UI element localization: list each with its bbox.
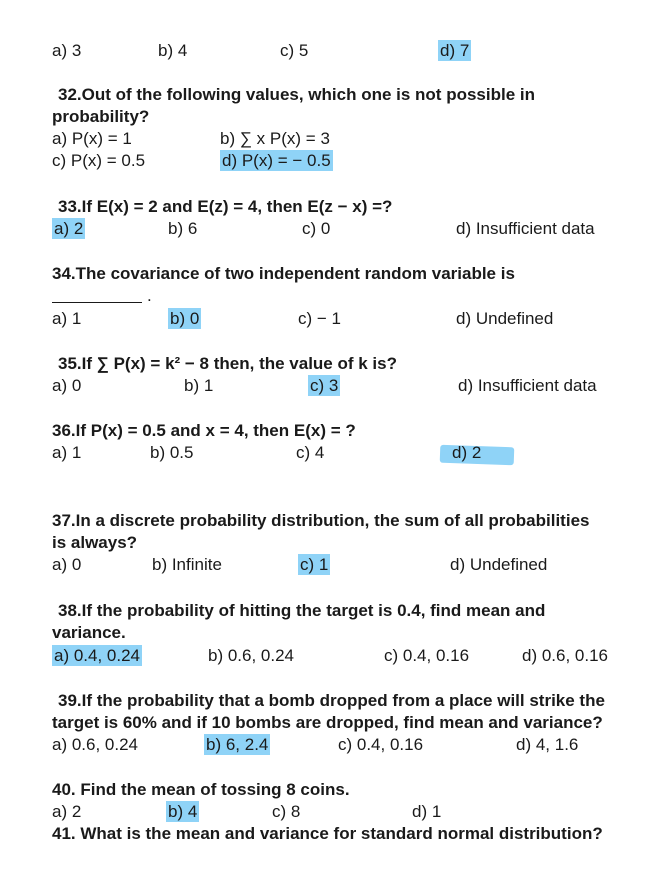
q37-option-c-highlighted: c) 1 xyxy=(300,555,329,574)
q35-option-d: d) Insufficient data xyxy=(458,376,597,395)
q39-question-line1: 39.If the probability that a bomb dropped from a place will strike the xyxy=(58,691,605,710)
q36-option-c: c) 4 xyxy=(296,443,325,462)
q32-option-c: c) P(x) = 0.5 xyxy=(52,151,146,170)
q40-option-c: c) 8 xyxy=(272,802,301,821)
q37-option-b: b) Infinite xyxy=(152,555,222,574)
q38-question-line2: variance. xyxy=(52,623,126,642)
q38-option-d: d) 0.6, 0.16 xyxy=(522,646,609,665)
q38-option-c: c) 0.4, 0.16 xyxy=(384,646,470,665)
q32-option-a: a) P(x) = 1 xyxy=(52,129,132,148)
q32-question-line2: probability? xyxy=(52,107,150,126)
q37-question-line1: 37.In a discrete probability distribution, the sum of all probabilities xyxy=(52,511,590,530)
q32-option-d-highlighted: d) P(x) = − 0.5 xyxy=(222,151,331,170)
q34-answer-blank xyxy=(52,302,142,303)
q40-option-d: d) 1 xyxy=(412,802,442,821)
q35-option-b: b) 1 xyxy=(184,376,214,395)
q33-option-d: d) Insufficient data xyxy=(456,219,595,238)
q33-option-b: b) 6 xyxy=(168,219,198,238)
q35-question: 35.If ∑ P(x) = k² − 8 then, the value of k is? xyxy=(58,354,397,373)
q40-question: 40. Find the mean of tossing 8 coins. xyxy=(52,780,350,799)
q32-question-line1: 32.Out of the following values, which one is not possible in xyxy=(58,85,535,104)
q31-option-a: a) 3 xyxy=(52,41,82,60)
q39-option-a: a) 0.6, 0.24 xyxy=(52,735,139,754)
q38-question-line1: 38.If the probability of hitting the target is 0.4, find mean and xyxy=(58,601,546,620)
q38-option-b: b) 0.6, 0.24 xyxy=(208,646,295,665)
q34-option-d: d) Undefined xyxy=(456,309,554,328)
q39-option-b-highlighted: b) 6, 2.4 xyxy=(206,735,269,754)
q37-option-a: a) 0 xyxy=(52,555,82,574)
q41-question: 41. What is the mean and variance for standard normal distribution? xyxy=(52,824,603,843)
q38-option-a-highlighted: a) 0.4, 0.24 xyxy=(54,646,141,665)
q36-option-b: b) 0.5 xyxy=(150,443,194,462)
q33-question: 33.If E(x) = 2 and E(z) = 4, then E(z − x) =? xyxy=(58,197,393,216)
q31-option-d-highlighted: d) 7 xyxy=(440,41,470,60)
q40-option-a: a) 2 xyxy=(52,802,82,821)
q35-option-a: a) 0 xyxy=(52,376,82,395)
q36-option-a: a) 1 xyxy=(52,443,82,462)
q33-option-c: c) 0 xyxy=(302,219,331,238)
q34-blank-period: . xyxy=(147,286,152,305)
q33-option-a-highlighted: a) 2 xyxy=(54,219,84,238)
q37-question-line2: is always? xyxy=(52,533,138,552)
q34-option-a: a) 1 xyxy=(52,309,82,328)
q31-option-c: c) 5 xyxy=(280,41,309,60)
q36-option-d-highlighted: d) 2 xyxy=(452,443,482,462)
q31-option-b: b) 4 xyxy=(158,41,188,60)
q37-option-d: d) Undefined xyxy=(450,555,548,574)
q39-option-c: c) 0.4, 0.16 xyxy=(338,735,424,754)
q39-question-line2: target is 60% and if 10 bombs are dropped, find mean and variance? xyxy=(52,713,603,732)
q35-option-c-highlighted: c) 3 xyxy=(310,376,339,395)
q34-option-b-highlighted: b) 0 xyxy=(170,309,200,328)
q40-option-b-highlighted: b) 4 xyxy=(168,802,198,821)
q32-option-b: b) ∑ x P(x) = 3 xyxy=(220,129,330,148)
q36-question: 36.If P(x) = 0.5 and x = 4, then E(x) = ? xyxy=(52,421,356,440)
q34-question: 34.The covariance of two independent random variable is xyxy=(52,264,515,283)
q34-option-c: c) − 1 xyxy=(298,309,341,328)
q39-option-d: d) 4, 1.6 xyxy=(516,735,579,754)
